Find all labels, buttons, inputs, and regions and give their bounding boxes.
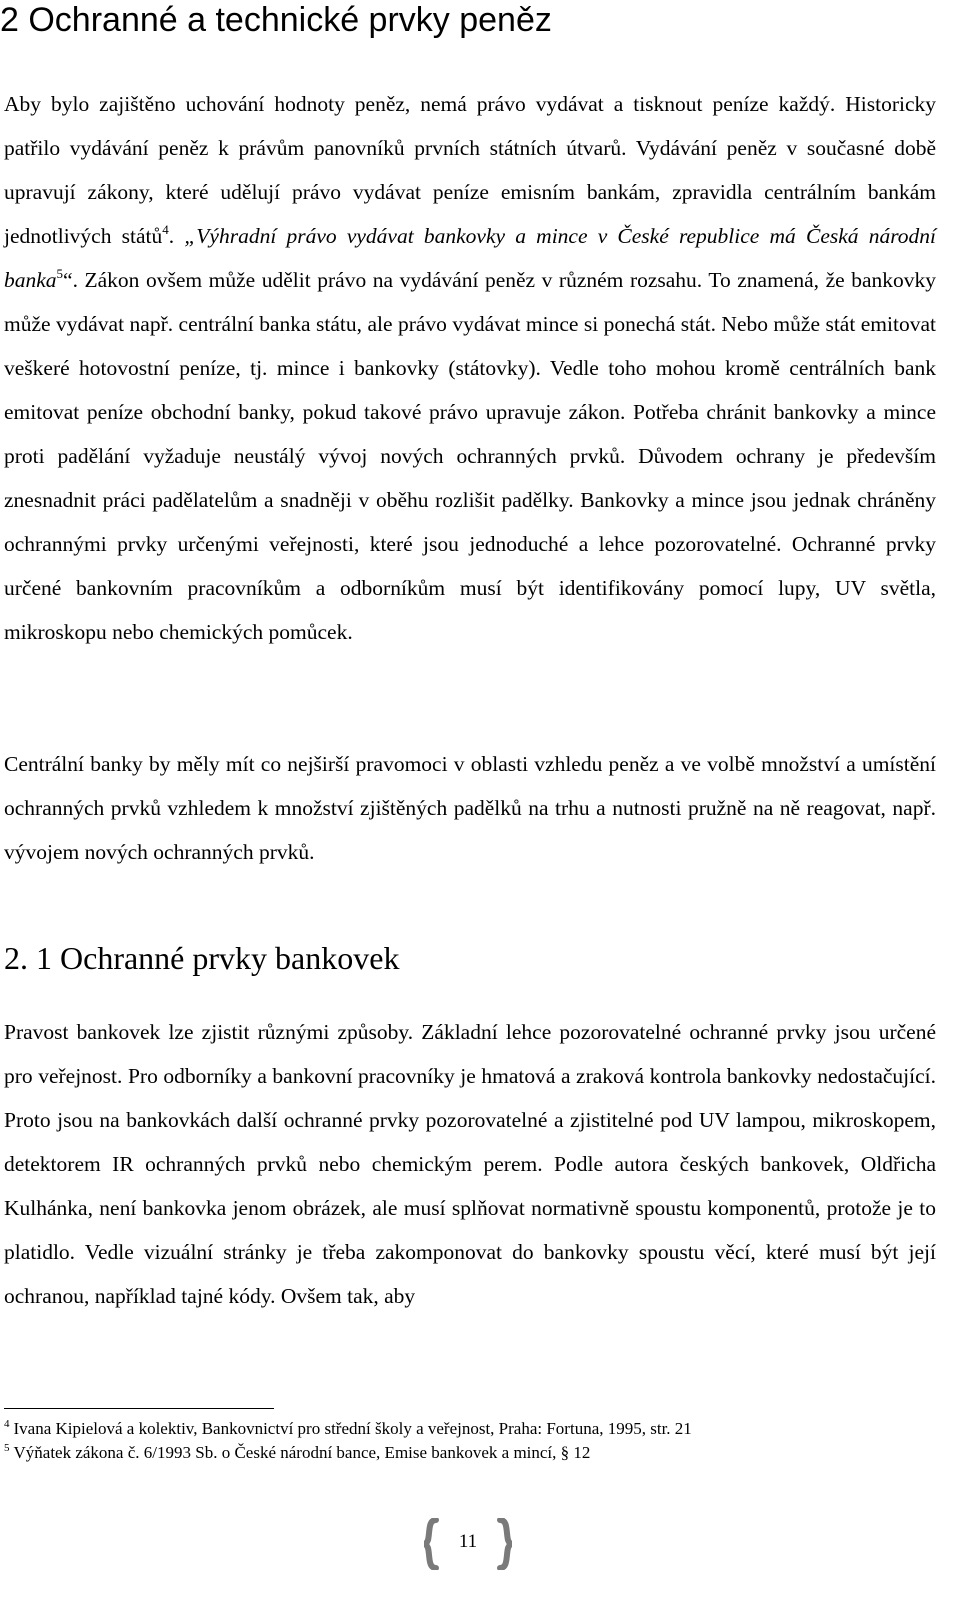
- footnote-4: [4, 1417, 924, 1441]
- paragraph-1-continued: “. Zákon ovšem může udělit právo na vydávání peněz v různém rozsahu. To znamená, že bankovky může vydávat např. centrální banka státu, ale právo vydávat mince si ponechá stát. Nebo může stát emitovat veškeré hotovostní peníze, tj. mince i bankovky (státovky). Vedle toho mohou kromě centrálních bank emitovat peníze obchodní banky, pokud takové právo upravuje zákon. Potřeba chránit bankovky a mince proti padělání vyžaduje neustálý vývoj nových ochranných prvků. Důvodem ochrany je především znesnadnit práci padělatelům a snadněji v oběhu rozlišit padělky. Bankovky a mince jsou jednak chráněny ochrannými prvky určenými veřejnosti, které jsou jednoduché a lehce pozorovatelné. Ochranné prvky určené bankovním pracovníkům a odborníkům musí být identifikovány pomocí lupy, UV světla, mikroskopu nebo chemických pomůcek.: [4, 268, 936, 644]
- chapter-heading: 2 Ochranné a technické prvky peněz: [0, 1, 552, 39]
- law-quote: „Výhradní právo vydávat bankovky a mince v České republice má Česká národní banka: [4, 224, 937, 292]
- footnote-separator: [4, 1408, 274, 1409]
- page-number: 11: [458, 1531, 478, 1552]
- paragraph-1-text: Aby bylo zajištěno uchování hodnoty peněz, nemá právo vydávat a tisknout peníze každý. Historicky patřilo vydávání peněz k právům panovníků prvních státních útvarů. Vydávání peněz v současné době upravují zákony, které udělují právo vydávat peníze emisním bankám, zpravidla centrálním bankám jednotlivých států: [4, 92, 936, 248]
- page-footer: [424, 1518, 512, 1570]
- footnote-ref-5[interactable]: 5: [56, 266, 64, 281]
- footnotes: [4, 1417, 924, 1465]
- footnote-number: 5: [4, 1442, 10, 1454]
- footnote-text: Výňatek zákona č. 6/1993 Sb. o České národní bance, Emise bankovek a mincí, § 12: [13, 1443, 591, 1462]
- sentence-end: .: [168, 224, 185, 248]
- footnote-text: Ivana Kipielová a kolektiv, Bankovnictví pro střední školy a veřejnost, Praha: Fortuna, 1995, str. 21: [13, 1419, 692, 1438]
- paragraph-3: Pravost bankovek lze zjistit různými způsoby. Základní lehce pozorovatelné ochranné prvky jsou určené pro veřejnost. Pro odborníky a bankovní pracovníky je hmatová a zraková kontrola bankovky nedostačující. Proto jsou na bankovkách další ochranné prvky pozorovatelné a zjistitelné pod UV lampou, mikroskopem, detektorem IR ochranných prvků nebo chemickým perem. Podle autora českých bankovek, Oldřicha Kulhánka, není bankovka jenom obrázek, ale musí splňovat normativně spoustu komponentů, protože je to platidlo. Vedle vizuální stránky je třeba zakomponovat do bankovky spoustu věcí, které musí být její ochranou, například tajné kódy. Ovšem tak, aby: [4, 1020, 936, 1308]
- paragraph-1: [4, 82, 936, 654]
- footnote-5: [4, 1441, 924, 1465]
- footnote-ref-4[interactable]: 4: [162, 222, 169, 237]
- section-heading: 2. 1 Ochranné prvky bankovek: [4, 940, 400, 976]
- paragraph-2: Centrální banky by měly mít co nejširší pravomoci v oblasti vzhledu peněz a ve volbě množství a umístění ochranných prvků vzhledem k množství zjištěných padělků na trhu a nutnosti pružně na ně reagovat, např. vývojem nových ochranných prvků.: [4, 752, 936, 864]
- footnote-number: 4: [4, 1418, 10, 1430]
